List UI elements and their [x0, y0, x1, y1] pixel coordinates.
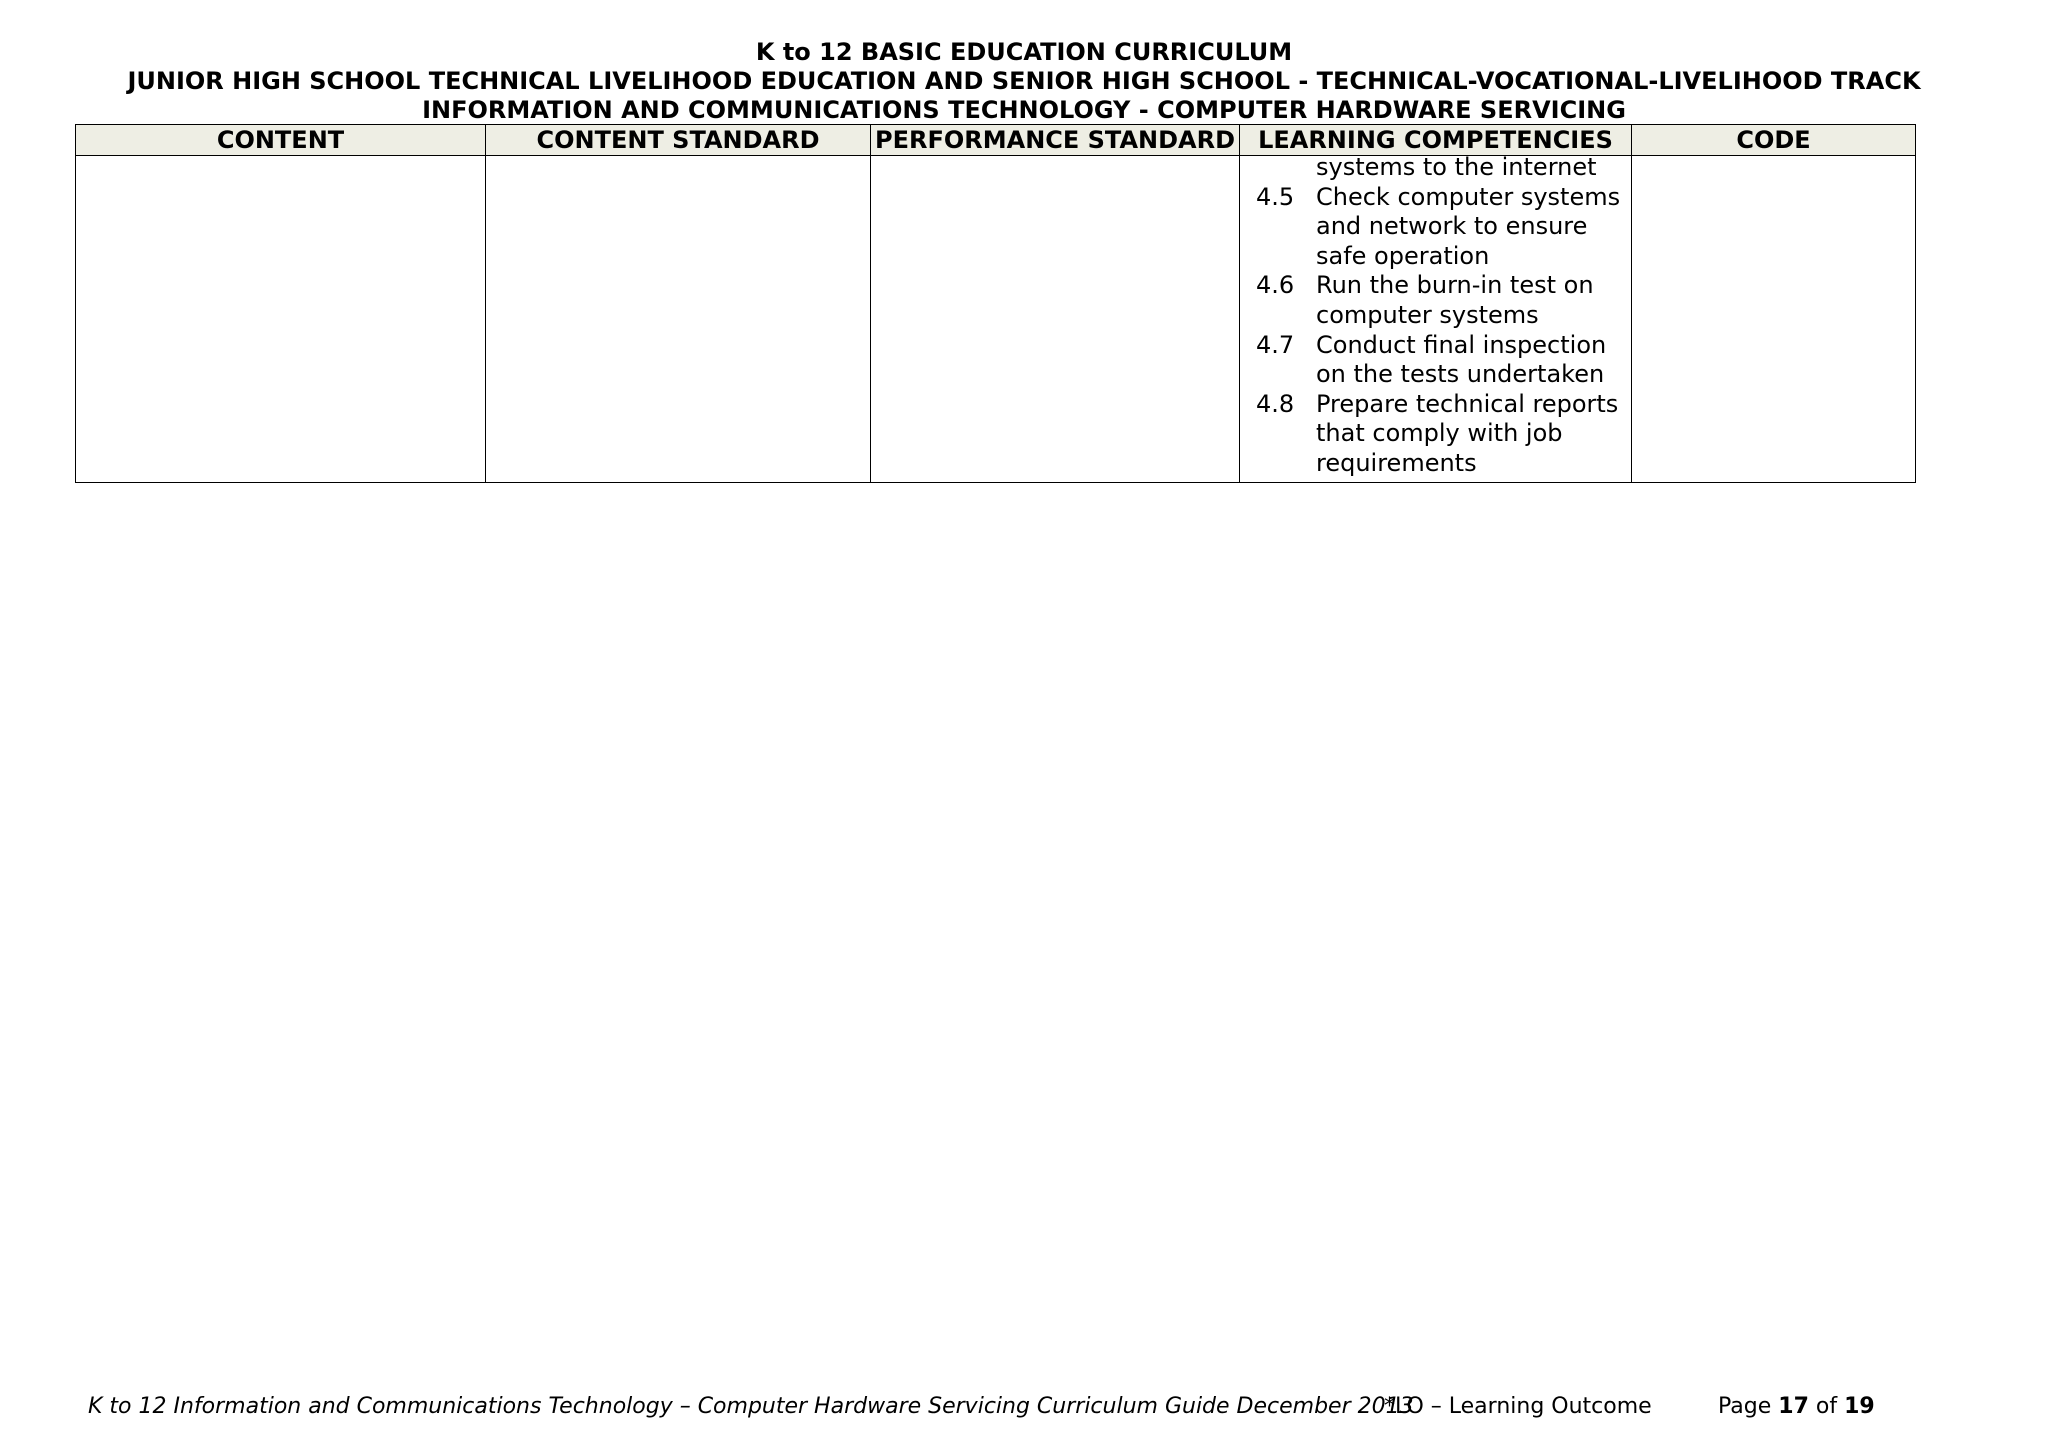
page-of: of [1815, 1394, 1838, 1419]
competency-line: computer systems [1316, 300, 1539, 329]
content-standard-cell [486, 156, 871, 483]
col-header-learning-competencies: LEARNING COMPETENCIES [1240, 125, 1632, 156]
competency-line: on the tests undertaken [1316, 360, 1605, 389]
competency-line: safe operation [1316, 241, 1490, 270]
competency-line: and network to ensure [1316, 212, 1588, 241]
competency-line: Prepare technical reports [1316, 389, 1619, 418]
competency-number: 4.8 [1256, 389, 1295, 418]
competency-line: Conduct final inspection [1316, 330, 1607, 359]
footer-page-number [1718, 1393, 1875, 1421]
track-title: JUNIOR HIGH SCHOOL TECHNICAL LIVELIHOOD EDUCATION AND SENIOR HIGH SCHOOL - TECHNICAL-VOCATIONAL-LIVELIHOOD TRACK [127, 67, 1921, 95]
performance-standard-cell [871, 156, 1240, 483]
competency-text [1316, 331, 1631, 390]
col-header-code: CODE [1632, 125, 1916, 156]
competency-line: Check computer systems [1316, 182, 1621, 211]
competency-list [1240, 153, 1631, 479]
competency-line: Run the burn-in test on [1316, 271, 1594, 300]
page-current: 17 [1778, 1394, 1809, 1419]
curriculum-title: K to 12 BASIC EDUCATION CURRICULUM [755, 38, 1293, 66]
content-cell [76, 156, 486, 483]
competency-text [1316, 390, 1631, 479]
specialization-title: INFORMATION AND COMMUNICATIONS TECHNOLOGY - COMPUTER HARDWARE SERVICING [422, 96, 1626, 124]
table-row [76, 156, 1916, 483]
competency-number: 4.7 [1256, 330, 1295, 359]
competency-text [1316, 271, 1631, 330]
learning-competencies-cell [1240, 153, 1632, 483]
competency-line: that comply with job [1316, 419, 1563, 448]
col-header-performance-standard: PERFORMANCE STANDARD [871, 125, 1240, 156]
competency-item [1240, 183, 1631, 272]
competency-line: requirements [1316, 448, 1477, 477]
table-header-row [76, 125, 1916, 156]
competency-number: 4.6 [1256, 271, 1295, 300]
competency-continuation: systems to the internet [1316, 153, 1597, 181]
competency-item [1240, 390, 1631, 479]
page-label: Page [1718, 1394, 1772, 1419]
curriculum-table [75, 124, 1916, 483]
code-cell [1632, 156, 1916, 483]
footer-guide-title: K to 12 Information and Communications Technology – Computer Hardware Servicing Curriculum Guide December 2013 [88, 1394, 1414, 1419]
competency-item [1240, 331, 1631, 390]
competency-text [1316, 183, 1631, 272]
col-header-content: CONTENT [76, 125, 486, 156]
footer-lo-note: *LO – Learning Outcome [1384, 1394, 1652, 1419]
competency-item [1240, 271, 1631, 330]
col-header-content-standard: CONTENT STANDARD [486, 125, 871, 156]
competency-number: 4.5 [1256, 182, 1295, 211]
page-total: 19 [1844, 1394, 1875, 1419]
